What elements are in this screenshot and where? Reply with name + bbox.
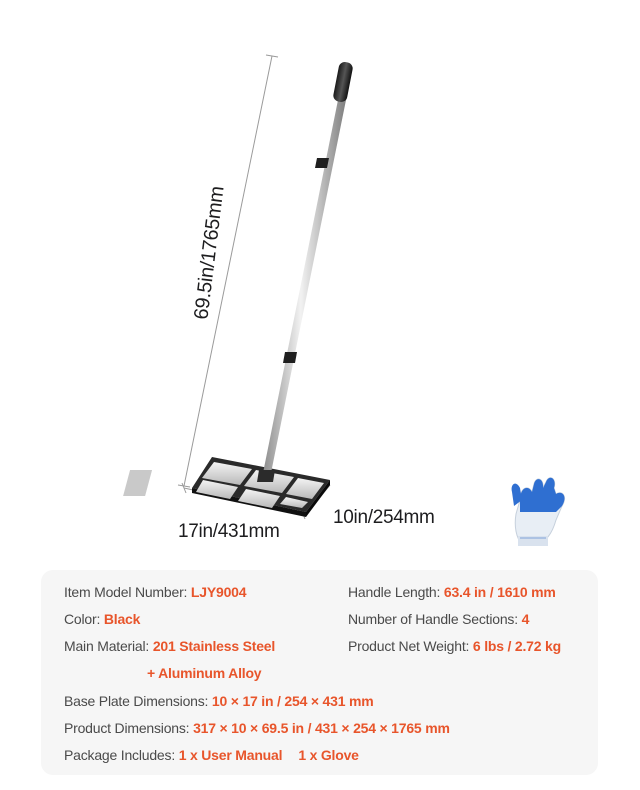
- spec-value: 201 Stainless Steel: [152, 638, 276, 654]
- rake-base-plate: [123, 457, 330, 517]
- specifications-card: [41, 570, 598, 775]
- spec-value: LJY9004: [190, 584, 247, 600]
- spec-label: Product Dimensions:: [64, 720, 194, 736]
- spec-label: Main Material:: [64, 638, 153, 654]
- spec-color: [64, 611, 140, 627]
- spec-label: Item Model Number:: [64, 584, 191, 600]
- spec-main-material: [64, 638, 275, 654]
- spec-item-model: [64, 584, 246, 600]
- length-dimension-label: 17in/431mm: [178, 521, 280, 542]
- spec-net-weight: [348, 638, 561, 654]
- spec-value: 4: [521, 611, 530, 627]
- spec-value: 10 × 17 in / 254 × 431 mm: [211, 693, 374, 709]
- spec-value: Black: [103, 611, 141, 627]
- spec-value: 63.4 in / 1610 mm: [443, 584, 556, 600]
- spec-label: Handle Length:: [348, 584, 444, 600]
- work-glove-icon: [512, 478, 565, 546]
- height-dimension-label: 69.5in/1765mm: [190, 185, 229, 321]
- spec-base-plate: [64, 693, 373, 709]
- spec-package: [64, 747, 359, 763]
- spec-label: Number of Handle Sections:: [348, 611, 522, 627]
- spec-value: 1 x Glove: [298, 747, 359, 763]
- spec-label: Color:: [64, 611, 104, 627]
- spec-label: Product Net Weight:: [348, 638, 473, 654]
- telescopic-handle: [257, 61, 354, 482]
- spec-label: Package Includes:: [64, 747, 179, 763]
- spec-label: Base Plate Dimensions:: [64, 693, 212, 709]
- spec-value: + Aluminum Alloy: [147, 665, 262, 681]
- spec-value: 6 lbs / 2.72 kg: [472, 638, 561, 654]
- spec-handle-length: [348, 584, 556, 600]
- spec-handle-sections: [348, 611, 529, 627]
- spec-main-material-continued: [147, 665, 261, 681]
- spec-product-dimensions: [64, 720, 450, 736]
- width-dimension-label: 10in/254mm: [333, 507, 435, 528]
- spec-value: 317 × 10 × 69.5 in / 431 × 254 × 1765 mm: [193, 720, 450, 736]
- height-dimension-line: [178, 55, 278, 487]
- spec-value: 1 x User Manual: [178, 747, 283, 763]
